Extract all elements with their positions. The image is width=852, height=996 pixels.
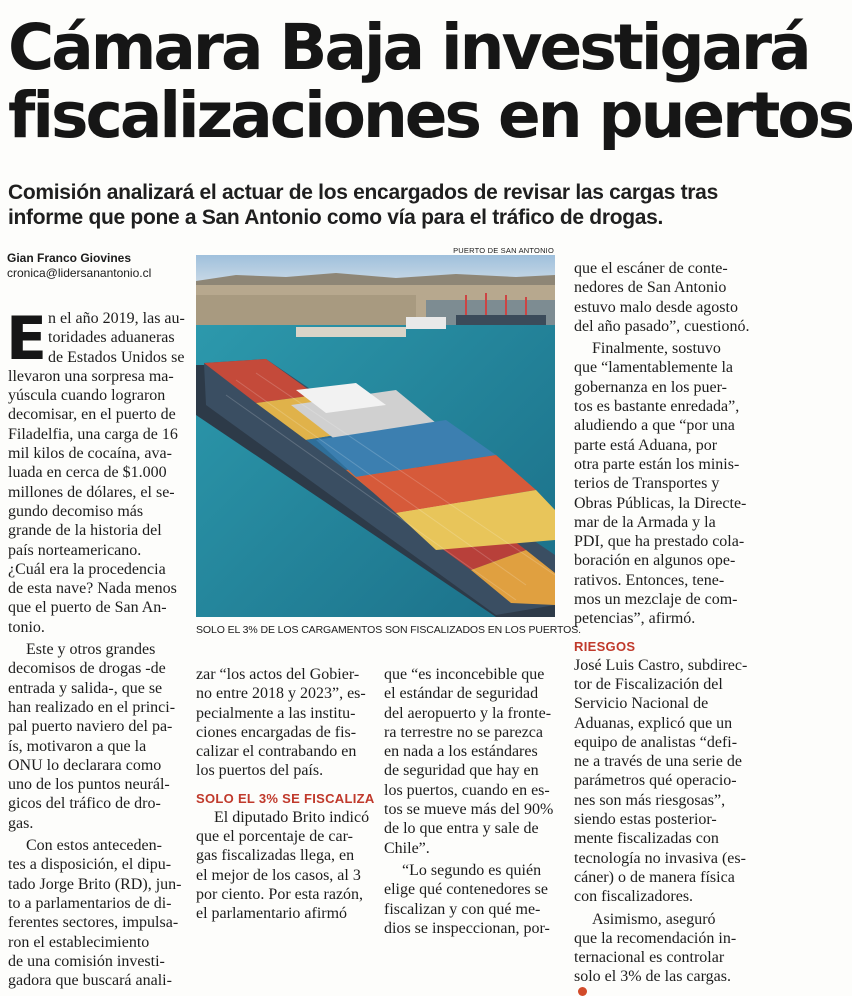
headline [8,11,852,152]
body-line: boración en algunos ope- [574,552,736,570]
body-line: tonio. [8,618,45,636]
body-line: n el año 2019, las au- [48,310,185,327]
body-line: país norteamericano. [8,541,142,559]
subheadline [8,180,756,230]
section-heading-fiscaliza: SOLO EL 3% SE FISCALIZA [196,790,375,806]
body-line: parte está Aduana, por [574,436,718,454]
body-line: tado Jorge Brito (RD), jun- [8,875,182,893]
body-line: han realizado en el princi- [8,698,176,716]
body-line: mil kilos de cocaína, ava- [8,445,172,463]
column-3 [384,665,556,938]
body-line: PDI, que ha prestado cola- [574,533,745,551]
photo-credit: PUERTO DE SAN ANTONIO [453,246,554,255]
body-line: toridades aduaneras [48,329,175,347]
body-line: dios se inspeccionan, por- [384,919,550,937]
body-line: tecnología no invasiva (es- [574,849,746,867]
body-line: Finalmente, sostuvo [592,340,721,358]
body-line: que el escáner de conte- [574,260,728,277]
body-line: uno de los puntos neurál- [8,776,170,794]
body-line: de esta nave? Nada menos [8,580,177,598]
body-line: Chile”. [384,839,430,857]
body-line: Aduanas, explicó que un [574,714,733,732]
body-line: to a parlamentarios de di- [8,894,172,912]
body-line: de Estados Unidos se [48,348,185,366]
body-line: el estándar de seguridad [384,685,539,703]
end-of-article-icon [578,987,587,996]
body-line: Asimismo, aseguró [592,910,716,928]
body-line: el mejor de los casos, al 3 [196,866,361,884]
body-line: luada en cerca de $1.000 [8,464,167,482]
column-1 [6,304,186,990]
body-line: que “es inconcebible que [384,666,545,683]
body-line: gas. [8,814,34,832]
body-line: pecialmente a las institu- [196,704,356,722]
subhead-line-2: informe que pone a San Antonio como vía para el tráfico de drogas. [8,206,664,229]
container-ship-image [196,255,555,617]
body-line: tos es bastante enredada”, [574,398,740,416]
body-line: gicos del tráfico de dro- [8,795,161,813]
author-email: cronica@lidersanantonio.cl [7,266,152,280]
body-line: fiscalizan y con qué me- [384,900,541,918]
body-line: que la recomendación in- [574,929,737,947]
body-line: ONU lo declarara como [8,756,162,774]
body-line: petencias”, afirmó. [574,610,696,628]
body-line: Servicio Nacional de [574,695,709,713]
body-line: entrada y salida-, que se [8,679,163,697]
body-line: ra terrestre no se parezca [384,723,543,741]
body-line: que “lamentablemente la [574,359,734,377]
body-line: gundo decomiso más [8,502,144,520]
body-line: Obras Públicas, la Directe- [574,494,747,512]
body-line: elige qué contenedores se [384,881,548,899]
body-line: grande de la historia del [8,522,162,540]
body-line: tor de Fiscalización del [574,675,723,693]
body-line: siendo estas posterior- [574,811,717,829]
body-line: Filadelfia, una carga de 16 [8,425,178,443]
body-line: de seguridad que hay en [384,762,539,780]
body-line: solo el 3% de las cargas. [574,968,731,986]
body-line: el parlamentario afirmó [196,905,348,923]
body-line: gobernanza en los puer- [574,378,727,396]
body-line: rativos. Entonces, tene- [574,571,725,589]
body-line: ferentes sectores, impulsa- [8,914,179,932]
body-line: aludiendo a que “por una [574,417,735,435]
body-line: tos se mueve más del 90% [384,801,554,819]
body-line: pal puerto naviero del pa- [8,718,173,736]
headline-line-2: fiscalizaciones en puertos [8,79,852,152]
body-line: cáner) o de manera física [574,868,735,886]
body-line: decomisar, en el puerto de [8,406,176,424]
body-line: mos un mezclaje de com- [574,591,738,609]
author-name: Gian Franco Giovines [7,251,132,265]
body-line: millones de dólares, el se- [8,483,175,501]
body-line: mente fiscalizadas con [574,830,719,848]
body-line: zar “los actos del Gobier- [196,666,360,683]
body-line: estuvo malo desde agosto [574,298,738,316]
body-line: que el porcentaje de car- [196,828,353,846]
body-line: nedores de San Antonio [574,279,727,297]
body-line: nes son más riesgosas”, [574,791,726,809]
body-line: terios de Transportes y [574,475,720,493]
body-line: “Lo segundo es quién [402,861,542,879]
body-line: yúscula cuando lograron [8,387,166,405]
body-line: por ciento. Por esta razón, [196,885,364,903]
subhead-line-1: Comisión analizará el actuar de los encargados de revisar las cargas tras [8,181,718,204]
body-line: que el puerto de San An- [8,599,167,617]
body-line: parámetros qué operacio- [574,772,737,790]
body-line: otra parte están los minis- [574,455,740,473]
body-line: los puertos, cuando en es- [384,781,550,799]
byline [7,251,187,281]
body-line: en nada a los estándares [384,743,538,761]
body-line: Con estos anteceden- [26,837,162,855]
body-line: de una comisión investi- [8,952,165,970]
body-line: José Luis Castro, subdirec- [574,656,748,674]
body-line: El diputado Brito indicó [214,808,370,826]
body-line: del año pasado”, cuestionó. [574,317,750,335]
body-line: decomisos de drogas -de [8,660,166,678]
body-line: ron el establecimiento [8,933,150,951]
column-2 [196,665,375,924]
drop-cap: E [6,304,47,374]
headline-line-1: Cámara Baja investigará [8,11,809,84]
last-line-wrap [574,967,754,995]
body-line: tes a disposición, el dipu- [8,856,172,874]
section-heading-riesgos: RIESGOS [574,638,636,654]
body-line: no entre 2018 y 2023”, es- [196,685,366,703]
body-line: ¿Cuál era la procedencia [8,560,166,578]
body-line: de lo que entra y sale de [384,820,539,838]
body-line: gadora que buscará anali- [8,972,172,990]
body-line: gas fiscalizadas llega, en [196,847,355,865]
body-line: llevaron una sorpresa ma- [8,367,174,385]
photo-caption: SOLO EL 3% DE LOS CARGAMENTOS SON FISCALIZADOS EN LOS PUERTOS. [196,624,581,636]
body-line: con fiscalizadores. [574,888,694,906]
column-4 [574,259,754,996]
body-line: ternacional es controlar [574,949,725,967]
body-line: los puertos del país. [196,762,324,780]
body-line: ne a través de una serie de [574,753,742,771]
body-line: del aeropuerto y la fronte- [384,704,552,722]
port-photo [196,255,555,617]
body-line: equipo de analistas “defi- [574,733,738,751]
body-line: Este y otros grandes [26,641,156,659]
body-line: mar de la Armada y la [574,513,716,531]
body-line: ís, motivaron a que la [8,737,147,755]
body-line: calizar el contrabando en [196,743,357,761]
body-line: ciones encargadas de fis- [196,723,357,741]
